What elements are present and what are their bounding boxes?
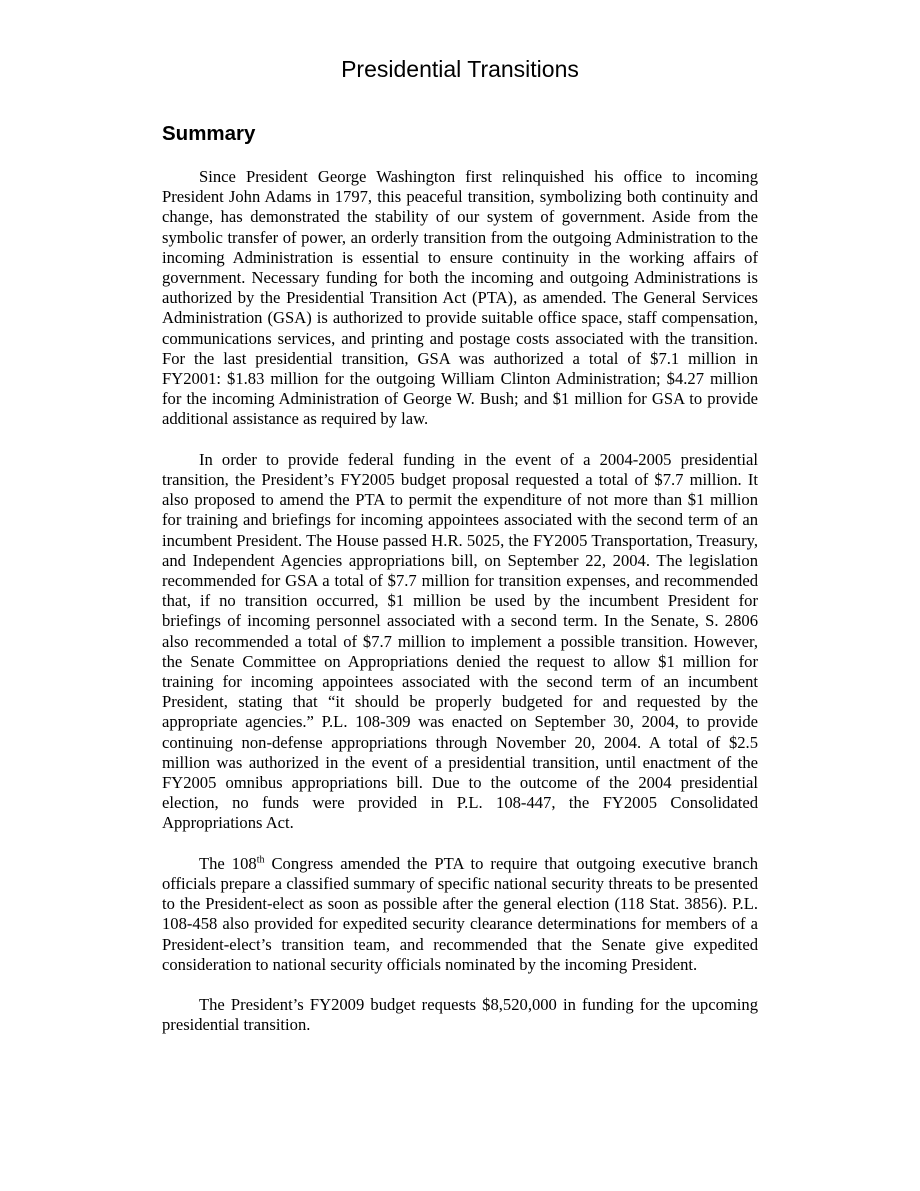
section-heading-summary: Summary (162, 122, 256, 145)
document-title: Presidential Transitions (341, 56, 579, 82)
paragraph-108th-lead: The 108 (199, 853, 257, 873)
summary-body (162, 167, 758, 1056)
paragraph-transition-history: Since President George Washington first relinquished his office to incoming President John Adams in 1797, this peaceful transition, symbolizing both continuity and change, has demonstrated the stability of our system of government. Aside from the symbolic transfer of power, an orderly transition from the outgoing Administration to the incoming Administration is essential to ensure continuity in the working affairs of government. Necessary funding for both the incoming and outgoing Administrations is authorized by the Presidential Transition Act (PTA), as amended. The General Services Administration (GSA) is authorized to provide suitable office space, staff compensation, communications services, and printing and postage costs associated with the transition. For the last presidential transition, GSA was authorized a total of $7.1 million in FY2001: $1.83 million for the outgoing William Clinton Administration; $4.27 million for the incoming Administration of George W. Bush; and $1 million for GSA to provide additional assistance as required by law. (162, 167, 758, 429)
paragraph-fy2009-request: The President’s FY2009 budget requests $8,520,000 in funding for the upcoming presidential transition. (162, 995, 758, 1035)
ordinal-superscript: th (256, 854, 265, 866)
paragraph-108th-rest: Congress amended the PTA to require that outgoing executive branch officials prepare a classified summary of specific national security threats to be presented to the President-elect as soon as possible after the general election (118 Stat. 3856). P.L. 108-458 also provided for expedited security clearance determinations for members of a President-elect’s transition team, and recommended that the Senate give expedited consideration to national security officials nominated by the incoming President. (162, 853, 759, 974)
paragraph-fy2005-funding: In order to provide federal funding in the event of a 2004-2005 presidential transition, the President’s FY2005 budget proposal requested a total of $7.7 million. It also proposed to amend the PTA to permit the expenditure of not more than $1 million for training and briefings for incoming appointees associated with the second term of an incumbent President. The House passed H.R. 5025, the FY2005 Transportation, Treasury, and Independent Agencies appropriations bill, on September 22, 2004. The legislation recommended for GSA a total of $7.7 million for transition expenses, and recommended that, if no transition occurred, $1 million be used by the incumbent President for briefings of incoming personnel associated with a second term. In the Senate, S. 2806 also recommended a total of $7.7 million to implement a possible transition. However, the Senate Committee on Appropriations denied the request to allow $1 million for training for incoming appointees associated with the second term of an incumbent President, stating that “it should be properly budgeted for and requested by the appropriate agencies.” P.L. 108-309 was enacted on September 30, 2004, to provide continuing non-defense appropriations through November 20, 2004. A total of $2.5 million was authorized in the event of a presidential transition, until enactment of the FY2005 omnibus appropriations bill. Due to the outcome of the 2004 presidential election, no funds were provided in P.L. 108-447, the FY2005 Consolidated Appropriations Act. (162, 449, 758, 833)
paragraph-108th-congress (162, 854, 758, 975)
